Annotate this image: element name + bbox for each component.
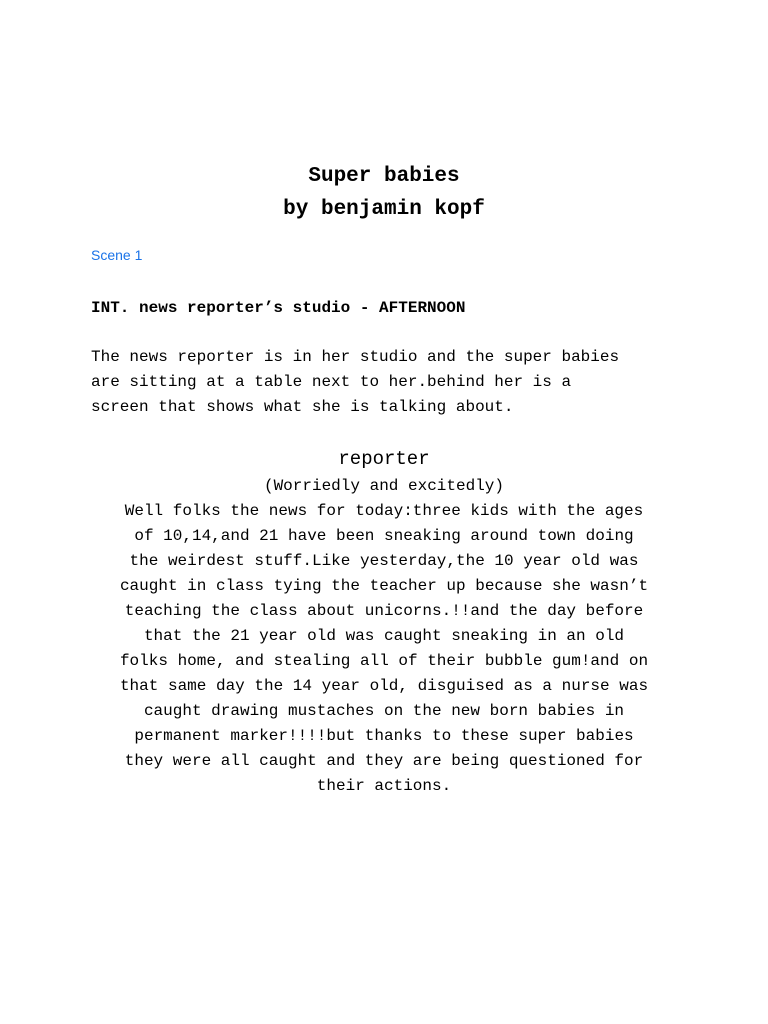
- dialogue-line: teaching the class about unicorns.!!and the day before: [124, 602, 644, 620]
- character-name: reporter: [338, 448, 430, 470]
- scene-heading-link[interactable]: Scene 1: [91, 247, 143, 263]
- dialogue-line: folks home, and stealing all of their bubble gum!and on: [119, 652, 649, 670]
- dialogue-line: that the 21 year old was caught sneaking in an old: [143, 627, 625, 645]
- document-title: [0, 160, 768, 226]
- action-paragraph: [91, 345, 619, 420]
- dialogue-line: their actions.: [316, 777, 452, 795]
- dialogue-line: they were all caught and they are being questioned for: [124, 752, 644, 770]
- action-line: are sitting at a table next to her.behind her is a: [91, 373, 572, 391]
- dialogue-line: Well folks the news for today:three kids with the ages: [124, 502, 644, 520]
- scene-slugline: INT. news reporter’s studio - AFTERNOON: [91, 299, 466, 317]
- parenthetical: (Worriedly and excitedly): [263, 477, 505, 495]
- action-line: screen that shows what she is talking about.: [91, 398, 514, 416]
- dialogue-line: caught in class tying the teacher up because she wasn’t: [119, 577, 649, 595]
- dialogue-line: caught drawing mustaches on the new born babies in: [143, 702, 625, 720]
- dialogue-block: [0, 499, 768, 799]
- dialogue-line: the weirdest stuff.Like yesterday,the 10 year old was: [129, 552, 639, 570]
- dialogue-line: of 10,14,and 21 have been sneaking around town doing: [134, 527, 634, 545]
- author-line: by benjamin kopf: [283, 198, 485, 221]
- dialogue-line: that same day the 14 year old, disguised as a nurse was: [119, 677, 649, 695]
- title-line: Super babies: [308, 165, 460, 188]
- action-line: The news reporter is in her studio and the super babies: [91, 348, 620, 366]
- dialogue-line: permanent marker!!!!but thanks to these super babies: [134, 727, 634, 745]
